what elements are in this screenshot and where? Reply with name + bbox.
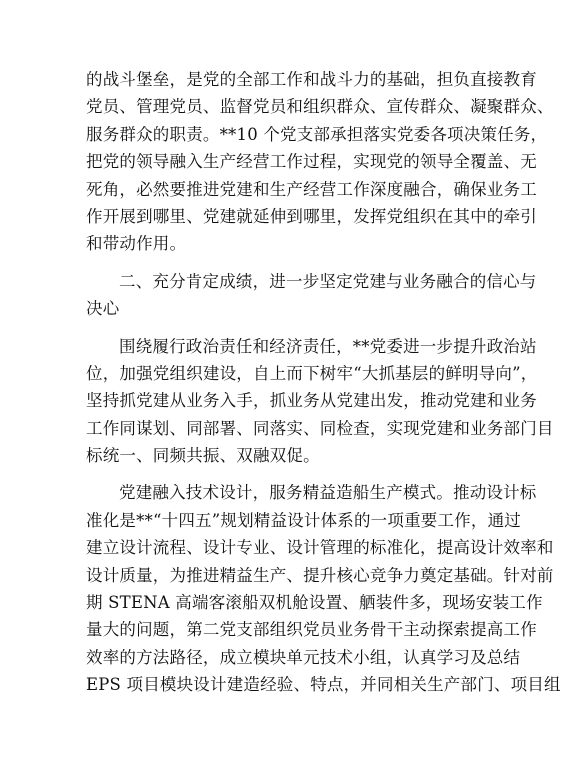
heading-line: 决心	[86, 299, 120, 319]
text-line: 党员、管理党员、监督党员和组织群众、宣传群众、凝聚群众、	[86, 97, 554, 117]
text-line: 设计质量，为推进精益生产、提升核心竞争力奠定基础。针对前	[86, 565, 554, 585]
paragraph-spacer	[86, 469, 502, 479]
text-line: 位，加强党组织建设，自上而下树牢“大抓基层的鲜明导向”，	[86, 363, 538, 383]
text-line: 建立设计流程、设计专业、设计管理的标准化，提高设计效率和	[86, 538, 554, 558]
text-line: 坚持抓党建从业务入手，抓业务从党建出发，推动党建和业务	[86, 391, 537, 411]
paragraph-spacer	[86, 323, 502, 333]
text-line: 服务群众的职责。**10 个党支部承担落实党委各项决策任务，	[86, 124, 548, 144]
paragraph-technical-design	[86, 479, 561, 698]
text-line: 和带动作用。	[86, 234, 187, 254]
section-heading-two	[86, 268, 537, 323]
paragraph-intro-continued	[86, 66, 554, 258]
text-line: 量大的问题，第二党支部组织党员业务骨干主动探索提高工作	[86, 620, 537, 640]
text-line: 围绕履行政治责任和经济责任，**党委进一步提升政治站	[119, 336, 537, 356]
text-line: 准化是**“十四五”规划精益设计体系的一项重要工作，通过	[86, 510, 521, 530]
text-line: 标统一、同频共振、双融双促。	[86, 446, 320, 466]
document-body	[86, 66, 561, 699]
text-line: 党建融入技术设计，服务精益造船生产模式。推动设计标	[119, 483, 537, 503]
text-line: 效率的方法路径，成立模块单元技术小组，认真学习及总结	[86, 647, 521, 667]
text-line: 作开展到哪里、党建就延伸到哪里，发挥党组织在其中的牵引	[86, 206, 537, 226]
paragraph-spacer	[86, 258, 502, 268]
text-line: 工作同谋划、同部署、同落实、同检查，实现党建和业务部门目	[86, 418, 554, 438]
text-line: 的战斗堡垒，是党的全部工作和战斗力的基础，担负直接教育	[86, 70, 537, 89]
heading-line: 二、充分肯定成绩，进一步坚定党建与业务融合的信心与	[119, 271, 537, 291]
text-line: 把党的领导融入生产经营工作过程，实现党的领导全覆盖、无	[86, 152, 537, 172]
text-line: 死角，必然要推进党建和生产经营工作深度融合，确保业务工	[86, 179, 537, 199]
paragraph-political-responsibility	[86, 333, 554, 470]
text-line: EPS 项目模块设计建造经验、特点，并同相关生产部门、项目组	[86, 675, 561, 695]
text-line: 期 STENA 高端客滚船双机舱设置、舾装件多，现场安装工作	[86, 593, 543, 613]
